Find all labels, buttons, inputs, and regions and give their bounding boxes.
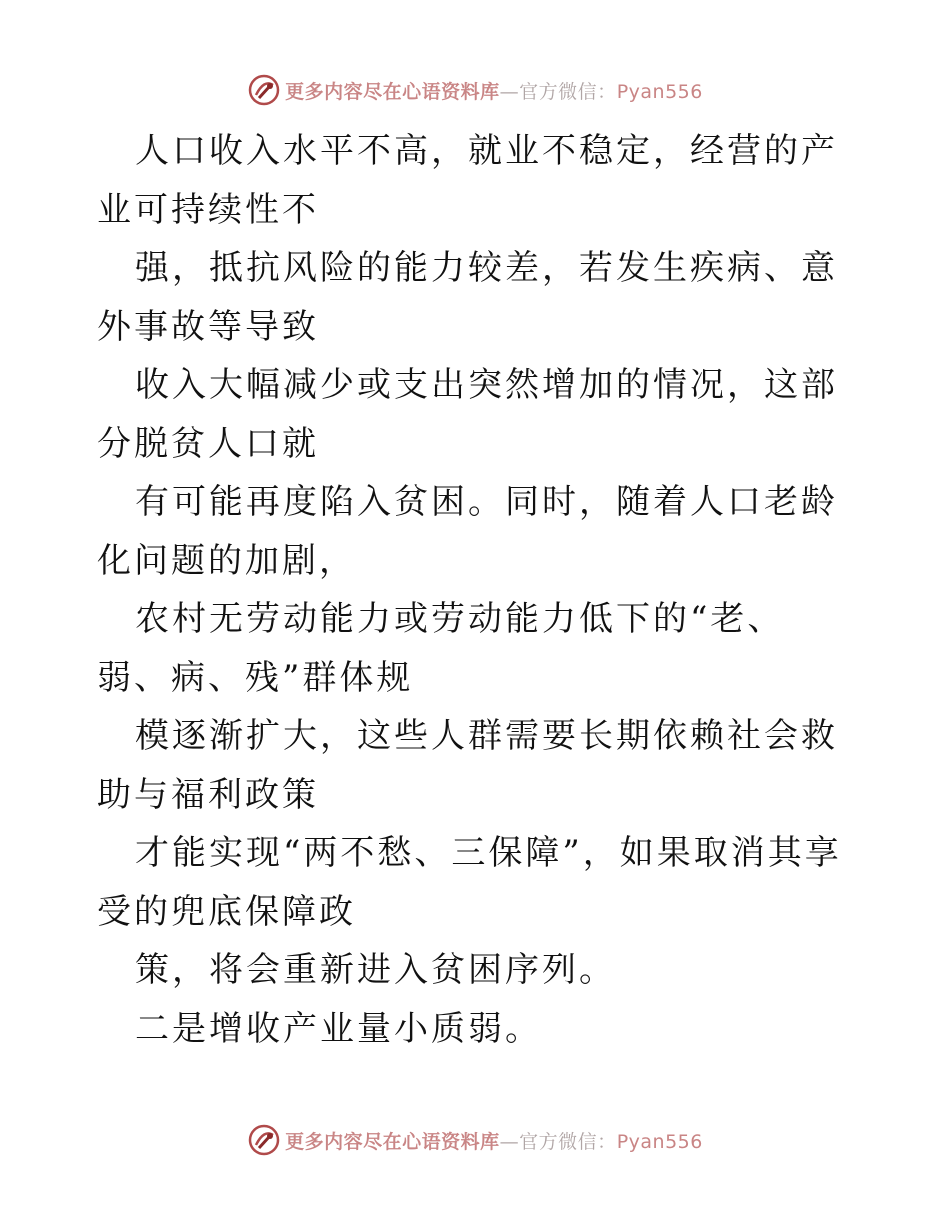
- body-paragraph: 强，抵抗风险的能力较差，若发生疾病、意外事故等导致: [97, 248, 838, 347]
- body-paragraph: 农村无劳动能力或劳动能力低下的“老、弱、病、残”群体规: [97, 599, 785, 698]
- wechat-id: Pyan556: [616, 80, 703, 103]
- official-label: 官方微信：: [519, 1130, 617, 1153]
- header-banner-text: [285, 77, 703, 104]
- footer-banner-text: [285, 1127, 703, 1154]
- body-paragraph: 模逐渐扩大，这些人群需要长期依赖社会救助与福利政策: [97, 716, 838, 815]
- brand-logo-icon: [247, 73, 281, 107]
- body-paragraph: 有可能再度陷入贫困。同时，随着人口老龄化问题的加剧，: [97, 482, 838, 581]
- header-banner: [0, 70, 950, 110]
- official-label: 官方微信：: [519, 80, 617, 103]
- document-body: [97, 122, 857, 1058]
- body-paragraph: 人口收入水平不高，就业不稳定，经营的产业可持续性不: [97, 131, 838, 230]
- body-paragraph: 策，将会重新进入贫困序列。: [135, 950, 616, 990]
- body-paragraph: 才能实现“两不愁、三保障”，如果取消其享受的兜底保障政: [97, 833, 842, 932]
- banner-dash: —: [499, 1130, 520, 1153]
- body-paragraph: 收入大幅减少或支出突然增加的情况，这部分脱贫人口就: [97, 365, 838, 464]
- banner-dash: —: [499, 80, 520, 103]
- site-name: 更多内容尽在心语资料库: [285, 80, 500, 103]
- site-name: 更多内容尽在心语资料库: [285, 1130, 500, 1153]
- footer-banner: [0, 1120, 950, 1160]
- wechat-id: Pyan556: [616, 1130, 703, 1153]
- body-paragraph: 二是增收产业量小质弱。: [135, 1008, 542, 1049]
- brand-logo-icon: [247, 1123, 281, 1157]
